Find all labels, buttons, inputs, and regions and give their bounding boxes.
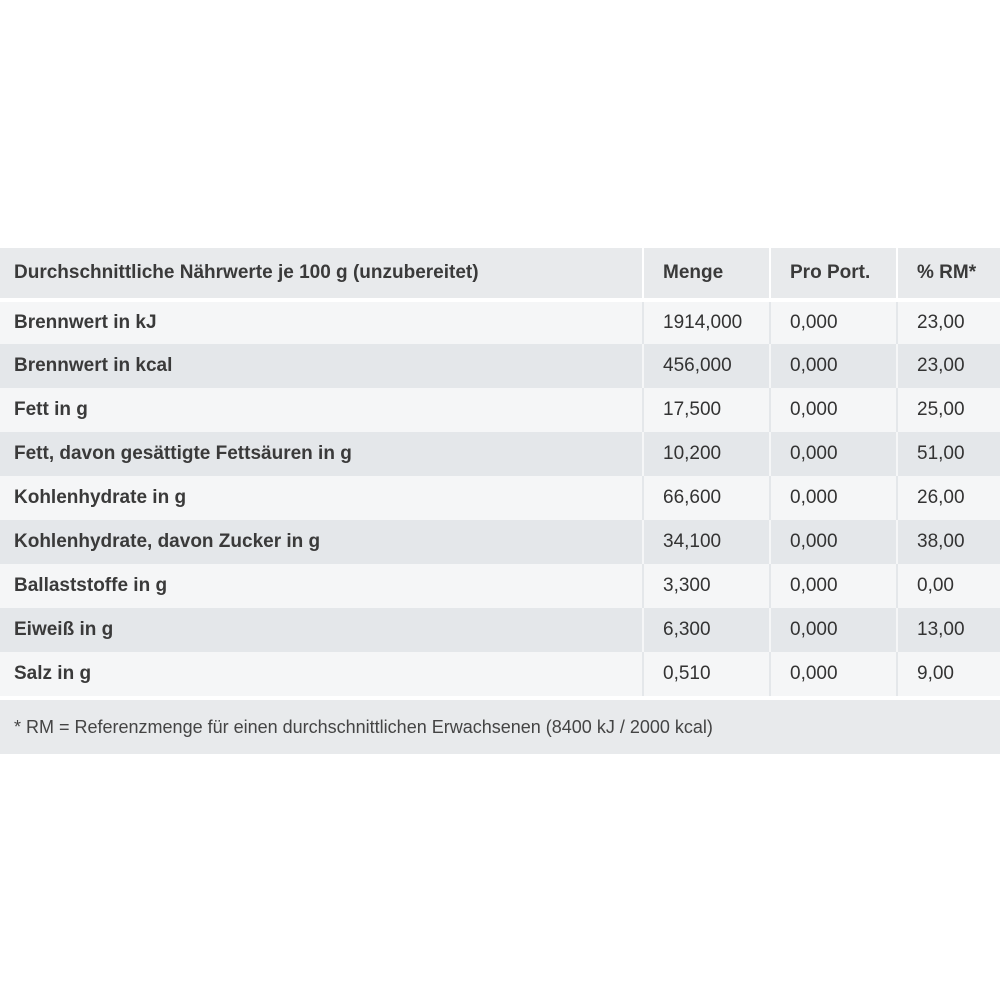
nutrient-pro-port: 0,000: [770, 388, 897, 432]
nutrient-name: Fett in g: [0, 388, 643, 432]
table-row: [0, 652, 1000, 696]
table-body: [0, 300, 1000, 696]
table-row: [0, 476, 1000, 520]
nutrient-pro-port: 0,000: [770, 476, 897, 520]
nutrient-name: Fett, davon gesättigte Fettsäuren in g: [0, 432, 643, 476]
table-row: [0, 564, 1000, 608]
nutrient-rm: 51,00: [897, 432, 1000, 476]
nutrient-pro-port: 0,000: [770, 300, 897, 344]
nutrient-menge: 34,100: [643, 520, 770, 564]
nutrient-pro-port: 0,000: [770, 432, 897, 476]
nutrient-rm: 9,00: [897, 652, 1000, 696]
table-row: [0, 300, 1000, 344]
nutrient-name: Ballaststoffe in g: [0, 564, 643, 608]
nutrient-name: Salz in g: [0, 652, 643, 696]
nutrient-rm: 25,00: [897, 388, 1000, 432]
nutrient-pro-port: 0,000: [770, 608, 897, 652]
nutrient-pro-port: 0,000: [770, 344, 897, 388]
footnote: * RM = Referenzmenge für einen durchschnittlichen Erwachsenen (8400 kJ / 2000 kcal): [0, 700, 1000, 754]
nutrient-menge: 1914,000: [643, 300, 770, 344]
nutrient-rm: 23,00: [897, 344, 1000, 388]
nutrient-rm: 26,00: [897, 476, 1000, 520]
nutrition-table-container: [0, 248, 1000, 754]
header-rm: % RM*: [897, 248, 1000, 300]
nutrient-menge: 3,300: [643, 564, 770, 608]
nutrient-menge: 66,600: [643, 476, 770, 520]
nutrient-pro-port: 0,000: [770, 564, 897, 608]
header-nutrient: Durchschnittliche Nährwerte je 100 g (unzubereitet): [0, 248, 643, 300]
nutrient-rm: 23,00: [897, 300, 1000, 344]
nutrient-menge: 6,300: [643, 608, 770, 652]
header-pro-port: Pro Port.: [770, 248, 897, 300]
nutrient-rm: 13,00: [897, 608, 1000, 652]
header-row: [0, 248, 1000, 300]
nutrient-name: Kohlenhydrate in g: [0, 476, 643, 520]
nutrition-table: [0, 248, 1000, 696]
nutrient-name: Kohlenhydrate, davon Zucker in g: [0, 520, 643, 564]
table-row: [0, 388, 1000, 432]
nutrient-pro-port: 0,000: [770, 520, 897, 564]
table-row: [0, 344, 1000, 388]
nutrient-menge: 456,000: [643, 344, 770, 388]
nutrient-menge: 17,500: [643, 388, 770, 432]
table-row: [0, 432, 1000, 476]
nutrient-name: Brennwert in kJ: [0, 300, 643, 344]
header-menge: Menge: [643, 248, 770, 300]
nutrient-name: Brennwert in kcal: [0, 344, 643, 388]
table-row: [0, 520, 1000, 564]
nutrient-rm: 38,00: [897, 520, 1000, 564]
nutrient-pro-port: 0,000: [770, 652, 897, 696]
nutrient-menge: 0,510: [643, 652, 770, 696]
table-row: [0, 608, 1000, 652]
table-header: [0, 248, 1000, 300]
nutrient-rm: 0,00: [897, 564, 1000, 608]
nutrient-name: Eiweiß in g: [0, 608, 643, 652]
nutrient-menge: 10,200: [643, 432, 770, 476]
